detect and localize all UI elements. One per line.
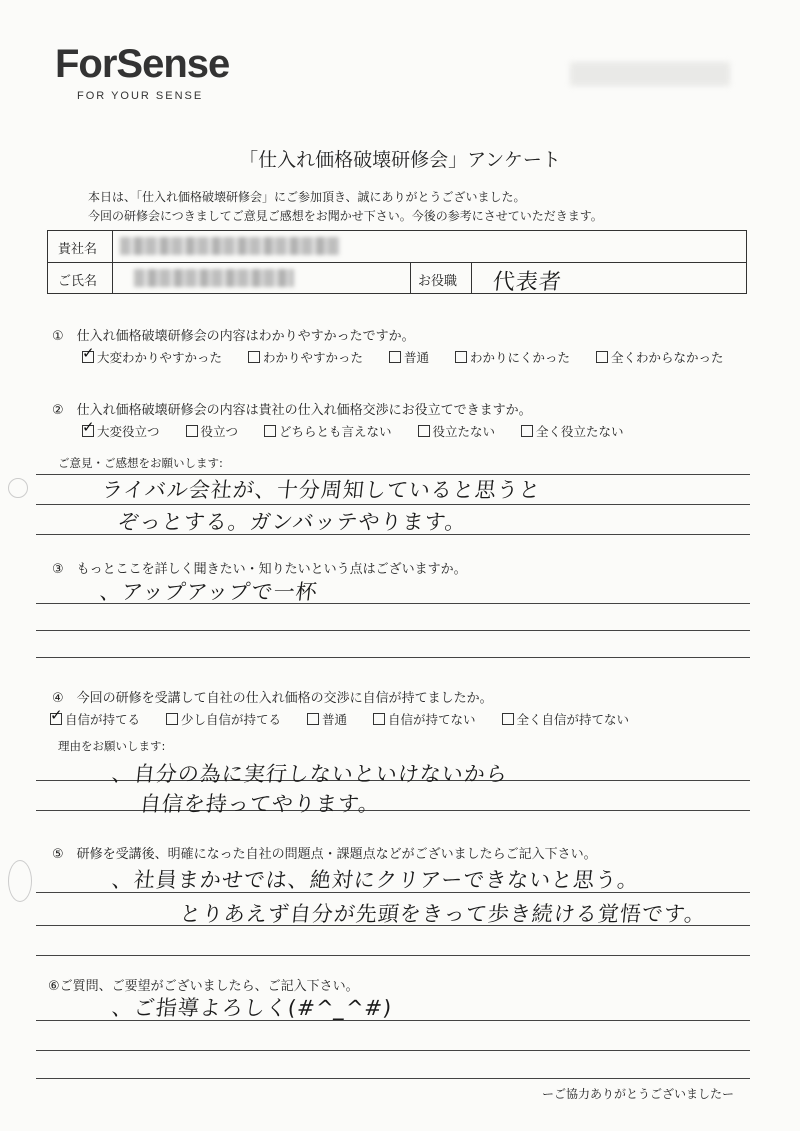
checkbox-icon[interactable] xyxy=(455,351,467,363)
q2-answer-line[interactable]: ぞっとする。ガンバッテやります。 xyxy=(116,510,469,534)
q1-option[interactable]: ✓大変わかりやすかった xyxy=(82,348,222,366)
brand-logo xyxy=(55,44,229,102)
answer-line xyxy=(36,955,750,956)
respondent-info-table xyxy=(47,230,747,294)
scan-mark xyxy=(8,478,28,498)
q2-option[interactable]: 役立つ xyxy=(186,422,239,440)
question-2: ② 仕入れ価格破壊研修会の内容は貴社の仕入れ価格交渉にお役立てできますか。 xyxy=(52,403,532,418)
table-divider xyxy=(112,231,113,293)
q4-answer-line[interactable]: 自信を持ってやります。 xyxy=(138,792,382,816)
q2-option[interactable]: どちらとも言えない xyxy=(264,422,392,440)
q4-option[interactable]: 少し自信が持てる xyxy=(166,710,281,728)
q4-answer-line[interactable]: 、自分の為に実行しないといけないから xyxy=(110,762,510,786)
q4-option[interactable]: 自信が持てない xyxy=(373,710,476,728)
checkbox-icon[interactable] xyxy=(264,425,276,437)
q2-option[interactable]: 役立たない xyxy=(418,422,496,440)
q4-option[interactable]: 普通 xyxy=(307,710,347,728)
q1-options xyxy=(82,348,746,366)
table-divider xyxy=(48,262,746,263)
intro-line: 本日は、「仕入れ価格破壊研修会」にご参加頂き、誠にありがとうございました。 xyxy=(88,190,526,204)
q3-answer-line[interactable]: 、アップアップで一杯 xyxy=(98,580,319,604)
q1-option[interactable]: わかりにくかった xyxy=(455,348,570,366)
q1-option[interactable]: わかりやすかった xyxy=(248,348,363,366)
q2-option[interactable]: 全く役立たない xyxy=(521,422,624,440)
question-1: ① 仕入れ価格破壊研修会の内容はわかりやすかったですか。 xyxy=(52,329,415,344)
checkbox-icon[interactable] xyxy=(596,351,608,363)
q4-options xyxy=(50,710,651,728)
table-divider xyxy=(471,262,472,293)
answer-line xyxy=(36,630,750,631)
company-label: 貴社名 xyxy=(58,242,98,257)
q2-options xyxy=(82,422,646,440)
q1-option[interactable]: 全くわからなかった xyxy=(596,348,724,366)
question-4: ④ 今回の研修を受講して自社の仕入れ価格の交渉に自信が持てましたか。 xyxy=(52,691,493,706)
q5-answer-line[interactable]: 、社員まかせでは、絶対にクリアーできないと思う。 xyxy=(110,868,641,892)
position-label: お役職 xyxy=(418,274,458,289)
question-6: ⑥ご質問、ご要望がございましたら、ご記入下さい。 xyxy=(48,979,359,994)
answer-line xyxy=(36,504,750,505)
q2-answer-line[interactable]: ライバル会社が、十分周知していると思うと xyxy=(100,478,543,502)
q4-option[interactable]: ✓自信が持てる xyxy=(50,710,140,728)
checkbox-checked-icon[interactable] xyxy=(50,713,62,725)
q1-option[interactable]: 普通 xyxy=(389,348,429,366)
q4-option[interactable]: 全く自信が持てない xyxy=(502,710,630,728)
intro-line: 今回の研修会につきましてご意見ご感想をお聞かせ下さい。今後の参考にさせていただきます。 xyxy=(88,209,603,223)
q5-answer-line[interactable]: とりあえず自分が先頭をきって歩き続ける覚悟です。 xyxy=(178,902,708,926)
answer-line xyxy=(36,1078,750,1079)
closing-thanks: ーご協力ありがとうございましたー xyxy=(541,1087,734,1101)
name-redacted xyxy=(134,269,294,287)
company-redacted xyxy=(120,237,340,255)
scan-smudge xyxy=(570,62,730,86)
checkbox-icon[interactable] xyxy=(186,425,198,437)
name-label: ご氏名 xyxy=(58,274,98,289)
question-3: ③ もっとここを詳しく聞きたい・知りたいという点はございますか。 xyxy=(52,562,467,577)
logo-tagline: FOR YOUR SENSE xyxy=(77,90,204,102)
q6-answer-line[interactable]: 、ご指導よろしく(#^_^#) xyxy=(110,996,394,1020)
scan-mark xyxy=(8,860,32,902)
table-divider xyxy=(410,262,411,293)
checkbox-icon[interactable] xyxy=(373,713,385,725)
checkbox-checked-icon[interactable] xyxy=(82,425,94,437)
answer-line xyxy=(36,1050,750,1051)
reason-label: 理由をお願いします: xyxy=(58,739,166,753)
checkbox-checked-icon[interactable] xyxy=(82,351,94,363)
logo-name: ForSense xyxy=(55,42,230,86)
page-title: 「仕入れ価格破壊研修会」アンケート xyxy=(239,149,561,171)
checkbox-icon[interactable] xyxy=(521,425,533,437)
checkbox-icon[interactable] xyxy=(307,713,319,725)
comment-label: ご意見・ご感想をお願いします: xyxy=(58,456,223,470)
answer-line xyxy=(36,657,750,658)
question-5: ⑤ 研修を受講後、明確になった自社の問題点・課題点などがございましたらご記入下さい。 xyxy=(52,847,597,862)
checkbox-icon[interactable] xyxy=(389,351,401,363)
checkbox-icon[interactable] xyxy=(502,713,514,725)
q2-option[interactable]: ✓大変役立つ xyxy=(82,422,160,440)
checkbox-icon[interactable] xyxy=(418,425,430,437)
checkbox-icon[interactable] xyxy=(166,713,178,725)
position-value: 代表者 xyxy=(491,270,564,295)
checkbox-icon[interactable] xyxy=(248,351,260,363)
